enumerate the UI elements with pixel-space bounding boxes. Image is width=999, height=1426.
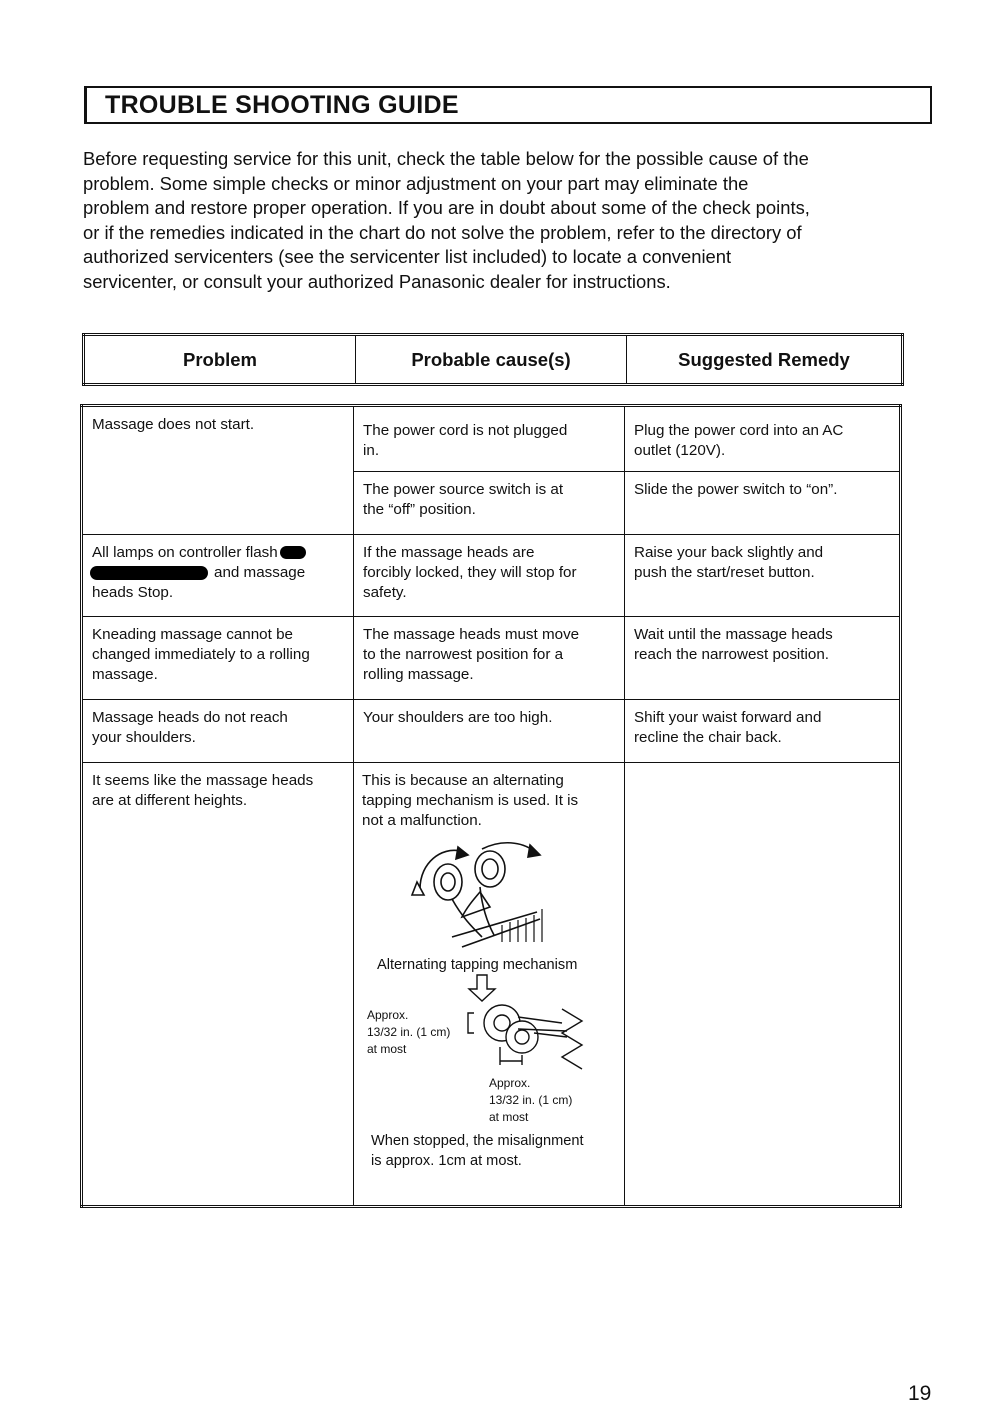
remedy-text: Wait until the massage heads	[634, 626, 833, 643]
stop-note-text: When stopped, the misalignment	[371, 1133, 584, 1149]
approx-label-left	[367, 1007, 450, 1058]
problem-text: massage.	[92, 666, 158, 683]
remedy-text: push the start/reset button.	[634, 564, 815, 581]
cause-text: This is because an alternating	[362, 772, 564, 789]
problem-text: changed immediately to a rolling	[92, 646, 310, 663]
remedy-cell	[625, 535, 901, 617]
remedy-text: recline the chair back.	[634, 729, 782, 746]
approx-text: Approx.	[489, 1076, 531, 1090]
cause-text: tapping mechanism is used. It is	[362, 792, 579, 809]
cause-text: the “off” position.	[363, 501, 476, 518]
cause-cell	[354, 700, 625, 763]
table-row	[82, 406, 901, 472]
stop-note-text: is approx. 1cm at most.	[371, 1153, 522, 1169]
problem-cell	[82, 406, 354, 535]
table-header	[82, 333, 904, 386]
approx-label-bottom	[489, 1075, 572, 1126]
problem-text: Kneading massage cannot be	[92, 626, 293, 643]
problem-cell	[82, 617, 354, 700]
header-suggested-remedy: Suggested Remedy	[627, 335, 903, 385]
section-title-box	[84, 86, 932, 124]
intro-line: Before requesting service for this unit, check the table below for the possible cause of the	[83, 148, 809, 169]
redaction-mark	[90, 566, 208, 580]
remedy-text: Plug the power cord into an AC	[634, 422, 844, 439]
intro-line: or if the remedies indicated in the chart do not solve the problem, refer to the directory of	[83, 221, 802, 243]
problem-cell	[82, 700, 354, 763]
remedy-cell	[625, 406, 901, 472]
problem-text	[92, 563, 345, 583]
remedy-cell	[625, 617, 901, 700]
table-row	[82, 763, 901, 1207]
cause-text: safety.	[363, 584, 407, 601]
cause-text: in.	[363, 442, 380, 459]
problem-cell	[82, 763, 354, 1207]
problem-text-fragment: and massage	[214, 564, 306, 581]
intro-line: servicenter, or consult your authorized Panasonic dealer for instructions.	[83, 270, 671, 292]
remedy-cell	[625, 472, 901, 535]
problem-text: It seems like the massage heads	[92, 772, 314, 789]
intro-line: problem. Some simple checks or minor adjustment on your part may eliminate the	[83, 172, 749, 194]
header-problem: Problem	[84, 335, 356, 385]
cause-text: rolling massage.	[363, 666, 474, 683]
problem-text-fragment: All lamps on controller flash	[92, 544, 278, 561]
cause-cell	[354, 472, 625, 535]
remedy-text: Raise your back slightly and	[634, 544, 824, 561]
approx-text: 13/32 in. (1 cm)	[367, 1025, 451, 1039]
redaction-mark	[280, 546, 306, 559]
problem-text: your shoulders.	[92, 729, 196, 746]
intro-line: authorized servicenters (see the servicenter list included) to locate a convenient	[83, 246, 732, 268]
cause-cell	[354, 617, 625, 700]
intro-line: problem and restore proper operation. If you are in doubt about some of the check points,	[83, 197, 810, 219]
problem-text	[92, 543, 345, 563]
misalignment-drawing	[468, 1005, 582, 1069]
cause-text: The power cord is not plugged	[363, 422, 568, 439]
rollers-drawing	[412, 843, 542, 947]
cause-cell	[354, 535, 625, 617]
cause-text: If the massage heads are	[363, 544, 535, 561]
problem-text: Massage does not start.	[92, 416, 255, 433]
cause-text: not a malfunction.	[362, 812, 482, 829]
cause-text: The power source switch is at	[363, 481, 564, 498]
table-row	[82, 617, 901, 700]
cause-text: to the narrowest position for a	[363, 646, 564, 663]
down-arrow	[469, 975, 495, 1001]
header-probable-causes: Probable cause(s)	[356, 335, 627, 385]
problem-cell	[82, 535, 354, 617]
problem-text: are at different heights.	[92, 792, 248, 809]
approx-text: at most	[489, 1110, 529, 1124]
problem-text: heads Stop.	[92, 584, 174, 601]
table-row	[82, 700, 901, 763]
page-number: 19	[908, 1382, 932, 1405]
cause-text: forcibly locked, they will stop for	[363, 564, 577, 581]
remedy-cell	[625, 700, 901, 763]
cause-cell	[354, 406, 625, 472]
remedy-text: reach the narrowest position.	[634, 646, 830, 663]
trouble-table	[80, 404, 902, 1208]
stop-note	[371, 1131, 584, 1171]
approx-text: Approx.	[367, 1008, 409, 1022]
figure-caption: Alternating tapping mechanism	[377, 957, 578, 973]
tapping-mechanism-figure	[362, 837, 616, 1197]
approx-text: 13/32 in. (1 cm)	[489, 1093, 573, 1107]
intro-paragraph	[83, 147, 913, 295]
table-row	[82, 535, 901, 617]
cause-text: The massage heads must move	[363, 626, 580, 643]
section-title: TROUBLE SHOOTING GUIDE	[105, 91, 459, 119]
remedy-text: Shift your waist forward and	[634, 709, 822, 726]
remedy-text: outlet (120V).	[634, 442, 726, 459]
cause-text: Your shoulders are too high.	[363, 709, 553, 726]
problem-text: Massage heads do not reach	[92, 709, 288, 726]
remedy-cell	[625, 763, 901, 1207]
approx-text: at most	[367, 1042, 407, 1056]
cause-cell	[354, 763, 625, 1207]
remedy-text: Slide the power switch to “on”.	[634, 481, 838, 498]
